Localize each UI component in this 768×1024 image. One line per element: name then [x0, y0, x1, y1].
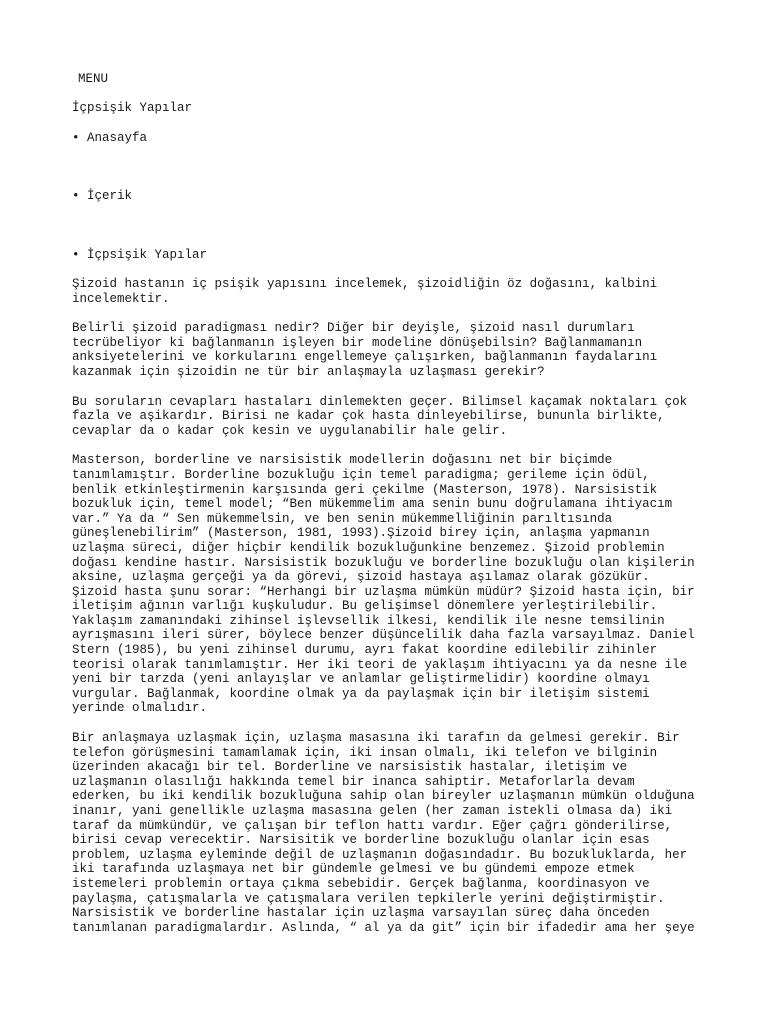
- nav-item-icerik[interactable]: [72, 189, 132, 204]
- article-paragraph: Bir anlaşmaya uzlaşmak için, uzlaşma masasına iki tarafın da gelmesi gerekir. Bir telefon görüşmesini tamamlamak için, iki insan olmalı, iki telefon ve bilginin üzerinden akacağı bir tel. Borderline ve narsisistik hastalar, iletişim ve uzlaşmanın olasılığı hakkında temel bir inanca sahiptir. Metaforlarla devam ederken, bu iki kendilik bozukluğuna sahip olan bireyler uzlaşmanın mümkün olduğuna inanır, yani genellikle uzlaşma masasına gelen (her zaman istekli olmasa da) iki taraf da mümkündür, ve çalışan bir teflon hattı vardır. Eğer çağrı gönderilirse, birisi cevap verecektir. Narsisitik ve borderline bozukluğu olanlar için esas problem, uzlaşma eyleminde değil de uzlaşmanın doğasındadır. Bu bozukluklarda, her iki tarafında uzlaşmaya net bir gündemle gelmesi ve bu gündemi empoze etmek istemeleri problemin ortaya çıkma sebebidir. Gerçek bağlanma, koordinasyon ve paylaşma, çatışmalarla ve çatışmalara verilen tepkilerle yerini değiştirmiştir. Narsisistik ve borderline hastalar için uzlaşma varsayılan süreç daha önceden tanımlanan paradigmalardır. Aslında, “ al ya da git” için bir ifadedir ama her şeye: [72, 731, 695, 935]
- article-paragraph: Belirli şizoid paradigması nedir? Diğer bir deyişle, şizoid nasıl durumları tecrübeliyor ki bağlanmanın işleyen bir modeline dönüşebilsin? Bağlanmamanın anksiyetelerini ve korkularını engellemeye çalışırken, bağlanmanın faydalarını kazanmak için şizoidin ne tür bir anlaşmayla uzlaşması gerekir?: [72, 321, 658, 379]
- nav-link-icerik[interactable]: İçerik: [87, 189, 133, 203]
- menu-button[interactable]: MENU: [78, 72, 109, 86]
- nav-link-icpsisik-yapilar[interactable]: İçpsişik Yapılar: [87, 248, 208, 262]
- bullet: •: [72, 131, 88, 145]
- nav-link-anasayfa[interactable]: Anasayfa: [87, 131, 148, 145]
- article-paragraph: Şizoid hastanın iç psişik yapısını incelemek, şizoidliğin öz doğasını, kalbini incelemektir.: [72, 277, 658, 306]
- article-content: [72, 277, 712, 950]
- article-paragraph: Masterson, borderline ve narsisistik modellerin doğasını net bir biçimde tanımlamıştır. Borderline bozukluğu için temel paradigma; gerileme için ödül, benlik etkinleştirmenin karşısında geri çekilme (Masterson, 1978). Narsisistik bozukluk için, temel model; “Ben mükemmelim ama senin bunu doğrulamana ihtiyacım var.” Ya da “ Sen mükemmelsin, ve ben senin mükemmelliğinin parıltısında güneşlenebilirim” (Masterson, 1981, 1993).Şizoid birey için, anlaşma yapmanın uzlaşma süreci, diğer hiçbir kendilik bozukluğunkine benzemez. Şizoid problemin doğası kendine hastır. Narsisistik bozukluğu ve borderline bozukluğu olan kişilerin aksine, uzlaşma gerçeği ya da görevi, şizoid hastaya aşılamaz olarak gözükür. Şizoid hasta şunu sorar: “Herhangi bir uzlaşma mümkün müdür? Şizoid hasta için, bir iletişim ağının varlığı kuşkuludur. Bu gelişimsel dönemlere yerleştirilebilir. Yaklaşım zamanındaki zihinsel işlevsellik ilkesi, kendilik ile nesne temsilinin ayrışmasını ileri sürer, böylece benzer düşüncelilik daha fazla varsayılmaz. Daniel Stern (1985), bu yeni zihinsel durumu, ayrı fakat koordine edilebilir zihinler teorisi olarak tanımlamıştır. Her iki teori de yaklaşım ihtiyacını ya da nesne ile yeni bir tarzda (yeni anlayışlar ve anlamlar geliştirmelidir) koordine olmayı vurgular. Bağlanmak, koordine olmak ya da paylaşmak için bir iletişim sistemi yerinde olmalıdır.: [72, 453, 695, 716]
- bullet: •: [72, 248, 88, 262]
- bullet: •: [72, 189, 88, 203]
- nav-item-anasayfa[interactable]: [72, 131, 147, 146]
- site-title: İçpsişik Yapılar: [72, 101, 193, 115]
- article-paragraph: Bu soruların cevapları hastaları dinlemekten geçer. Bilimsel kaçamak noktaları çok fazla ve aşikardır. Birisi ne kadar çok hasta dinleyebilirse, bununla birlikte, cevaplar da o kadar çok kesin ve uygulanabilir hale gelir.: [72, 394, 688, 438]
- nav-item-icpsisik-yapilar[interactable]: [72, 248, 207, 263]
